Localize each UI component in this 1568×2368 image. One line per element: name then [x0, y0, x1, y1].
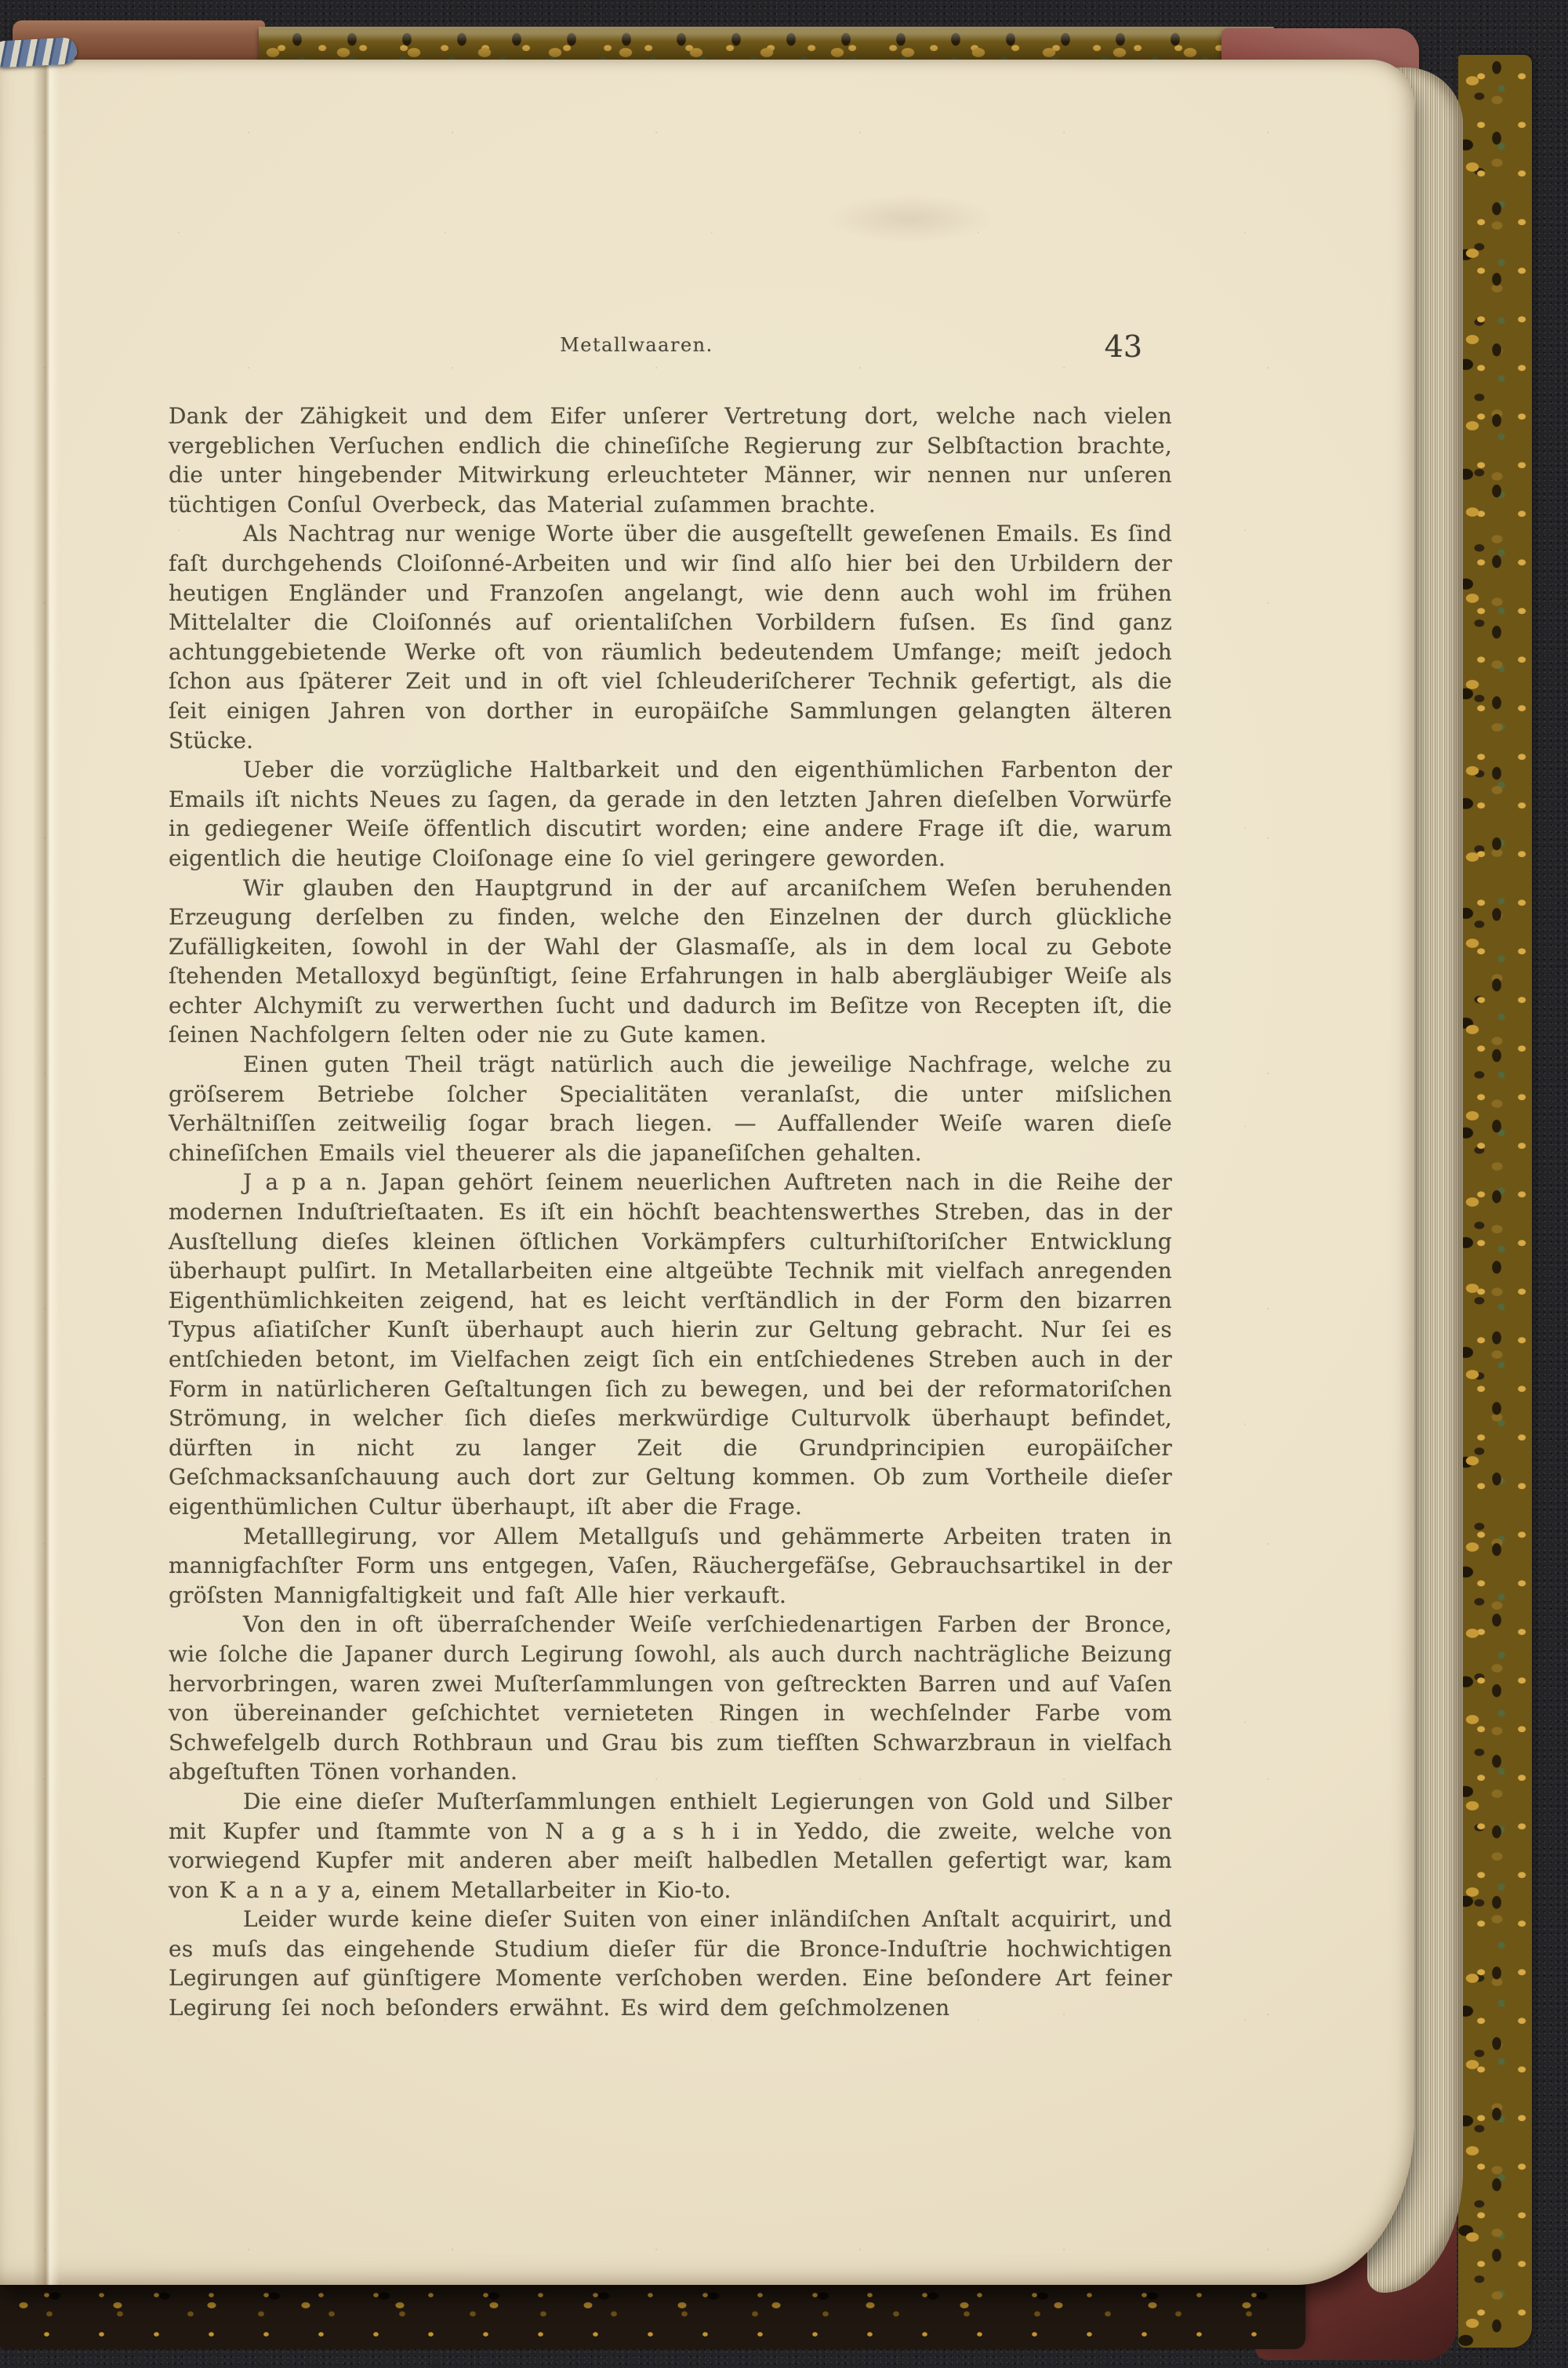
book-page: [0, 60, 1414, 2285]
page-header-row: [169, 329, 1172, 370]
paragraph: Die eine dieſer Muſterſammlungen enthielt Legierungen von Gold und Silber mit Kupfer und ſtammte von N a g a s h i in Yeddo, die zweite, welche von vorwiegend Kupfer mit anderen aber meiſt halbedlen Metallen gefertigt war, kam von K a n a y a, einem Metallarbeiter in Kio-to.: [169, 1788, 1172, 1903]
right-cover-marble: [1458, 55, 1532, 2348]
body-text: [169, 401, 1172, 2023]
page-stain: [792, 185, 1027, 252]
page-content: [169, 329, 1172, 2023]
paragraph: Ueber die vorzügliche Haltbarkeit und den eigenthümlichen Farbenton der Emails iſt nichts Neues zu ſagen, da gerade in den letzten Jahren dieſelben Vorwürfe in gediegener Weiſe öffentlich discutirt worden; eine andere Frage iſt die, warum eigentlich die heutige Cloiſonage eine ſo viel geringere geworden.: [169, 757, 1172, 871]
paragraph: Wir glauben den Hauptgrund in der auf arcaniſchem Weſen beruhenden Erzeugung derſelben zu finden, welche den Einzelnen der durch glückliche Zufälligkeiten, ſowohl in der Wahl der Glasmaſſe, als in dem local zu Gebote ſtehenden Metalloxyd begünſtigt, ſeine Erfahrungen in halb abergläubiger Weiſe als echter Alchymiſt zu verwerthen ſucht und dadurch im Beſitze von Recepten iſt, die ſeinen Nachfolgern ſelten oder nie zu Gute kamen.: [169, 874, 1172, 1048]
paragraph: J a p a n. Japan gehört ſeinem neuerlichen Auftreten nach in die Reihe der modernen Induſtrieſtaaten. Es iſt ein höchſt beachtenswerthes Streben, das in der Ausſtellung dieſes kleinen öſtlichen Vorkämpfers culturhiſtoriſcher Entwicklung überhaupt pulſirt. In Metallarbeiten eine altgeübte Technik mit vielfach anregenden Eigenthümlichkeiten zeigend, hat es leicht verſtändlich in der Form den bizarren Typus aſiatiſcher Kunſt überhaupt auch hierin zur Geltung gebracht. Nur ſei es entſchieden betont, im Vielfachen zeigt ſich ein entſchiedenes Streben auch in der Form in natürlicheren Geſtaltungen ſich zu bewegen, und bei der reformatoriſchen Strömung, in welcher ſich dieſes merkwürdige Culturvolk überhaupt befindet, dürften in nicht zu langer Zeit die Grundprincipien europäiſcher Geſchmacksanſchauung auch dort zur Geltung kommen. Ob zum Vortheile dieſer eigenthümlichen Cultur überhaupt, iſt aber die Frage.: [169, 1169, 1172, 1520]
paragraph: Metalllegirung, vor Allem Metallguſs und gehämmerte Arbeiten traten in mannigfachſter Form uns entgegen, Vaſen, Räuchergefäſse, Gebrauchsartikel in der gröſsten Mannigfaltigkeit und faſt Alle hier verkauft.: [169, 1523, 1172, 1608]
paragraph: Leider wurde keine dieſer Suiten von einer inländiſchen Anſtalt acquirirt, und es muſs das eingehende Studium dieſer für die Bronce-Induſtrie hochwichtigen Legirungen auf günſtigere Momente verſchoben werden. Eine beſondere Art feiner Legirung ſei noch beſonders erwähnt. Es wird dem geſchmolzenen: [169, 1906, 1172, 2021]
bottom-edge-marble: [0, 2283, 1305, 2349]
paragraph: Dank der Zähigkeit und dem Eifer unſerer Vertretung dort, welche nach vielen vergeblichen Verſuchen endlich die chineſiſche Regierung zur Selbſtaction brachte, die unter hingebender Mitwirkung erleuchteter Männer, wir nennen nur unſeren tüchtigen Conſul Overbeck, das Material zuſammen brachte.: [169, 403, 1172, 518]
running-header: Metallwaaren.: [560, 334, 713, 356]
page-number: 43: [1104, 329, 1142, 364]
paragraph: Von den in oft überraſchender Weiſe verſchiedenartigen Farben der Bronce, wie ſolche die Japaner durch Legirung ſowohl, als auch durch nachträgliche Beizung hervorbringen, waren zwei Muſterſammlungen von geſtreckten Barren und auf Vaſen von übereinander geſchichtet vernieteten Ringen in wechſelnder Farbe vom Schwefelgelb durch Rothbraun und Grau bis zum tiefſten Schwarzbraun in vielfach abgeſtuften Tönen vorhanden.: [169, 1611, 1172, 1785]
page-gutter-crease: [33, 60, 60, 2285]
top-edge-marble: [259, 27, 1274, 64]
endband: [0, 37, 78, 68]
paragraph: Einen guten Theil trägt natürlich auch die jeweilige Nachfrage, welche zu gröſserem Betriebe ſolcher Specialitäten veranlaſst, die unter miſslichen Verhältniſſen zeitweilig ſogar brach liegen. — Auffallender Weiſe waren dieſe chineſiſchen Emails viel theuerer als die japaneſiſchen gehalten.: [169, 1051, 1172, 1166]
paragraph: Als Nachtrag nur wenige Worte über die ausgeſtellt geweſenen Emails. Es ſind faſt durchgehends Cloiſonné-Arbeiten und wir ſind alſo hier bei den Urbildern der heutigen Engländer und Franzoſen angelangt, wie denn auch wohl im frühen Mittelalter die Cloiſonnés auf orientaliſchen Vorbildern fuſsen. Es ſind ganz achtunggebietende Werke oft von räumlich bedeutendem Umfange; meiſt jedoch ſchon aus ſpäterer Zeit und in oft viel ſchleuderiſcherer Technik gefertigt, als die ſeit einigen Jahren von dorther in europäiſche Sammlungen gelangten älteren Stücke.: [169, 521, 1172, 754]
